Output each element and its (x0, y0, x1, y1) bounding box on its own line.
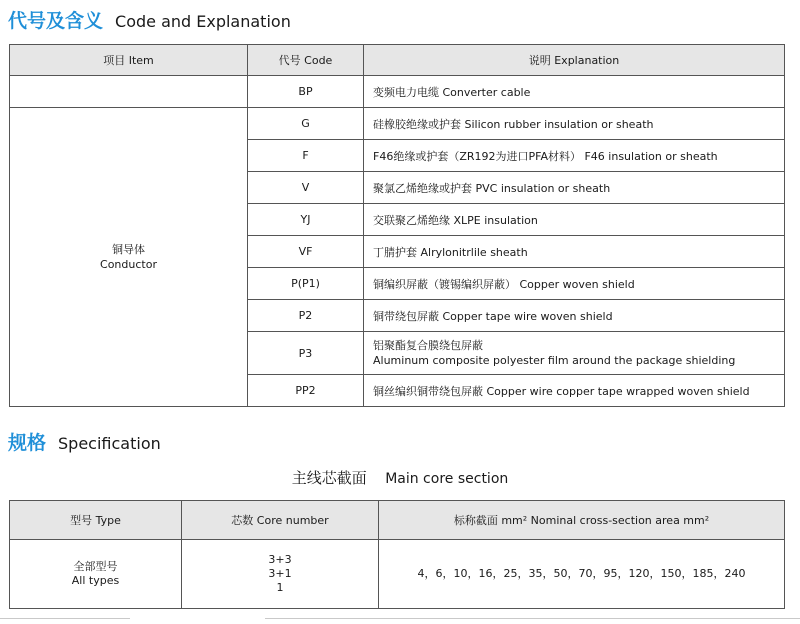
header-core-number: 芯数 Core number (182, 501, 379, 540)
code-table (9, 44, 785, 407)
bottom-divider (0, 612, 800, 624)
explanation-line: 铝聚酯复合膜绕包屏蔽 (373, 339, 483, 352)
explanation-cell: 铜编织屏蔽（镀锡编织屏蔽） Copper woven shield (364, 268, 785, 300)
core-value: 3+3 (268, 553, 292, 566)
code-cell: BP (248, 76, 364, 108)
explanation-cell: F46绝缘或护套（ZR192为进口PFA材料） F46 insulation or sheath (364, 140, 785, 172)
subtitle-en: Main core section (385, 471, 509, 487)
subtitle-cn: 主线芯截面 (291, 469, 367, 487)
code-title-cn: 代号及含义 (8, 10, 104, 32)
code-cell: V (248, 172, 364, 204)
core-value: 1 (276, 581, 284, 594)
code-cell: VF (248, 236, 364, 268)
divider-segment (265, 618, 800, 619)
code-section-title (8, 6, 291, 33)
explanation-cell: 铜丝编织铜带绕包屏蔽 Copper wire copper tape wrapped woven shield (364, 375, 785, 407)
header-explanation: 说明 Explanation (364, 45, 785, 76)
explanation-cell: 丁腈护套 Alrylonitrlile sheath (364, 236, 785, 268)
spec-title-en: Specification (58, 434, 161, 453)
code-cell: PP2 (248, 375, 364, 407)
code-cell: P(P1) (248, 268, 364, 300)
table-row (10, 540, 785, 609)
code-title-en: Code and Explanation (115, 12, 291, 31)
spec-section-title (8, 428, 161, 455)
core-value: 3+1 (268, 567, 292, 580)
divider-segment (0, 618, 130, 619)
item-cell-conductor (10, 108, 248, 407)
code-cell: F (248, 140, 364, 172)
spec-table-header (10, 501, 785, 540)
header-type: 型号 Type (10, 501, 182, 540)
spec-table (9, 500, 785, 609)
code-cell: P3 (248, 332, 364, 375)
type-en: All types (71, 574, 120, 587)
table-row (10, 76, 785, 108)
conductor-label-cn: 铜导体 (112, 243, 145, 256)
explanation-cell: 聚氯乙烯绝缘或护套 PVC insulation or sheath (364, 172, 785, 204)
core-number-cell (182, 540, 379, 609)
code-cell: P2 (248, 300, 364, 332)
explanation-cell: 铜带绕包屏蔽 Copper tape wire woven shield (364, 300, 785, 332)
code-cell: G (248, 108, 364, 140)
item-cell-empty (10, 76, 248, 108)
spec-title-cn: 规格 (8, 432, 47, 454)
main-core-section-title (0, 467, 800, 488)
header-code: 代号 Code (248, 45, 364, 76)
explanation-cell: 交联聚乙烯绝缘 XLPE insulation (364, 204, 785, 236)
explanation-line: Aluminum composite polyester film around the package shielding (373, 354, 736, 367)
explanation-cell: 硅橡胶绝缘或护套 Silicon rubber insulation or sheath (364, 108, 785, 140)
conductor-label-en: Conductor (100, 258, 157, 271)
header-item: 项目 Item (10, 45, 248, 76)
explanation-cell (364, 332, 785, 375)
type-cell (10, 540, 182, 609)
type-cn: 全部型号 (73, 560, 118, 573)
header-area: 标称截面 mm² Nominal cross-section area mm² (379, 501, 785, 540)
table-row (10, 108, 785, 140)
code-cell: YJ (248, 204, 364, 236)
area-cell: 4，6，10，16，25，35，50，70，95，120，150，185，240 (379, 540, 785, 609)
explanation-cell: 变频电力电缆 Converter cable (364, 76, 785, 108)
code-table-header (10, 45, 785, 76)
